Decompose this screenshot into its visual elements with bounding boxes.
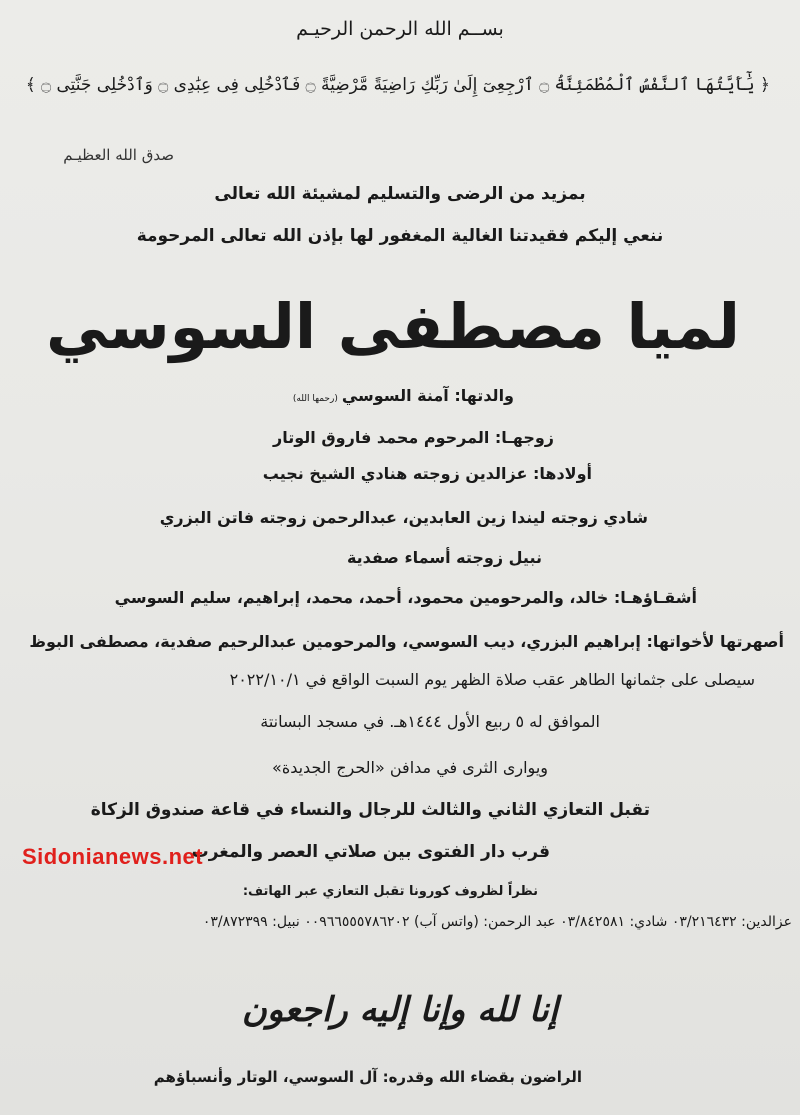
husband-line: زوجهـا: المرحوم محمد فاروق الوتار	[273, 428, 554, 447]
phone-numbers: عزالدين: ٠٣/٢١٦٤٣٢ شادي: ٠٣/٨٤٢٥٨١ عبد الرحمن: (واتس آب) ٠٠٩٦٦٥٥٥٧٨٦٢٠٢ نبيل: ٠٣/٨٧٢٣٩٩	[202, 914, 792, 930]
siblings-line: أشقـاؤهـا: خالد، والمرحومين محمود، أحمد، محمد، إبراهيم، سليم السوسي	[114, 588, 697, 607]
phone-note: نظراً لظروف كورونا تقبل التعازي عبر الهاتف:	[242, 884, 538, 899]
inna-lillah-calligraphy: إنا لله وإنا إليه راجعون	[241, 990, 559, 1030]
deceased-name: لميا مصطفى السوسي	[45, 290, 740, 363]
quran-verse: ﴿ يَٰٓأَيَّتُهَا ٱلنَّفْسُ ٱلْمُطْمَئِنَّةُ ۝ ٱرْجِعِىٓ إِلَىٰ رَبِّكِ رَاضِيَةً مَّرْضِيَّةً ۝ فَٱدْخُلِى فِى عِبَٰدِى ۝ وَٱدْخُلِى جَنَّتِى ۝ ﴾	[25, 75, 770, 95]
mother-note: (رحمها الله)	[292, 394, 338, 404]
mother-line	[293, 386, 514, 405]
funeral-line-1: سيصلى على جثمانها الطاهر عقب صلاة الظهر يوم السبت الواقع في ٢٠٢٢/١٠/١	[229, 670, 755, 689]
sadaq-allah: صدق الله العظيـم	[63, 146, 174, 164]
children-line-1: أولادها: عزالدين زوجته هنادي الشيخ نجيب	[262, 464, 592, 483]
watermark-site: Sidonianews.net	[22, 844, 204, 869]
condolences-line-1: تقبل التعازي الثاني والثالث للرجال والنساء في قاعة صندوق الزكاة	[90, 800, 650, 820]
burial-line: ويوارى الثرى في مدافن «الحرج الجديدة»	[272, 758, 548, 777]
basmala: بســم الله الرحمن الرحيـم	[296, 18, 504, 40]
children-line-2: شادي زوجته ليندا زين العابدين، عبدالرحمن زوجته فاتن البزري	[159, 508, 648, 527]
intro-line-2: ننعي إليكم فقيدتنا الغالية المغفور لها بإذن الله تعالى المرحومة	[136, 226, 664, 246]
mother-text: والدتها: آمنة السوسي	[341, 386, 514, 405]
funeral-line-2: الموافق له ٥ ربيع الأول ١٤٤٤هـ. في مسجد البسانتة	[260, 712, 600, 731]
condolences-line-2: قرب دار الفتوى بين صلاتي العصر والمغرب	[191, 842, 550, 862]
signoff-line: الراضون بقضاء الله وقدره: آل السوسي، الوتار وأنسباؤهم	[153, 1068, 582, 1086]
intro-line-1: بمزيد من الرضى والتسليم لمشيئة الله تعالى	[214, 184, 586, 204]
children-line-3: نبيل زوجته أسماء صفدية	[346, 548, 542, 567]
in-laws-line: أصهرتها لأخواتها: إبراهيم البزري، ديب السوسي، والمرحومين عبدالرحيم صفدية، مصطفى البوظ	[29, 632, 784, 651]
